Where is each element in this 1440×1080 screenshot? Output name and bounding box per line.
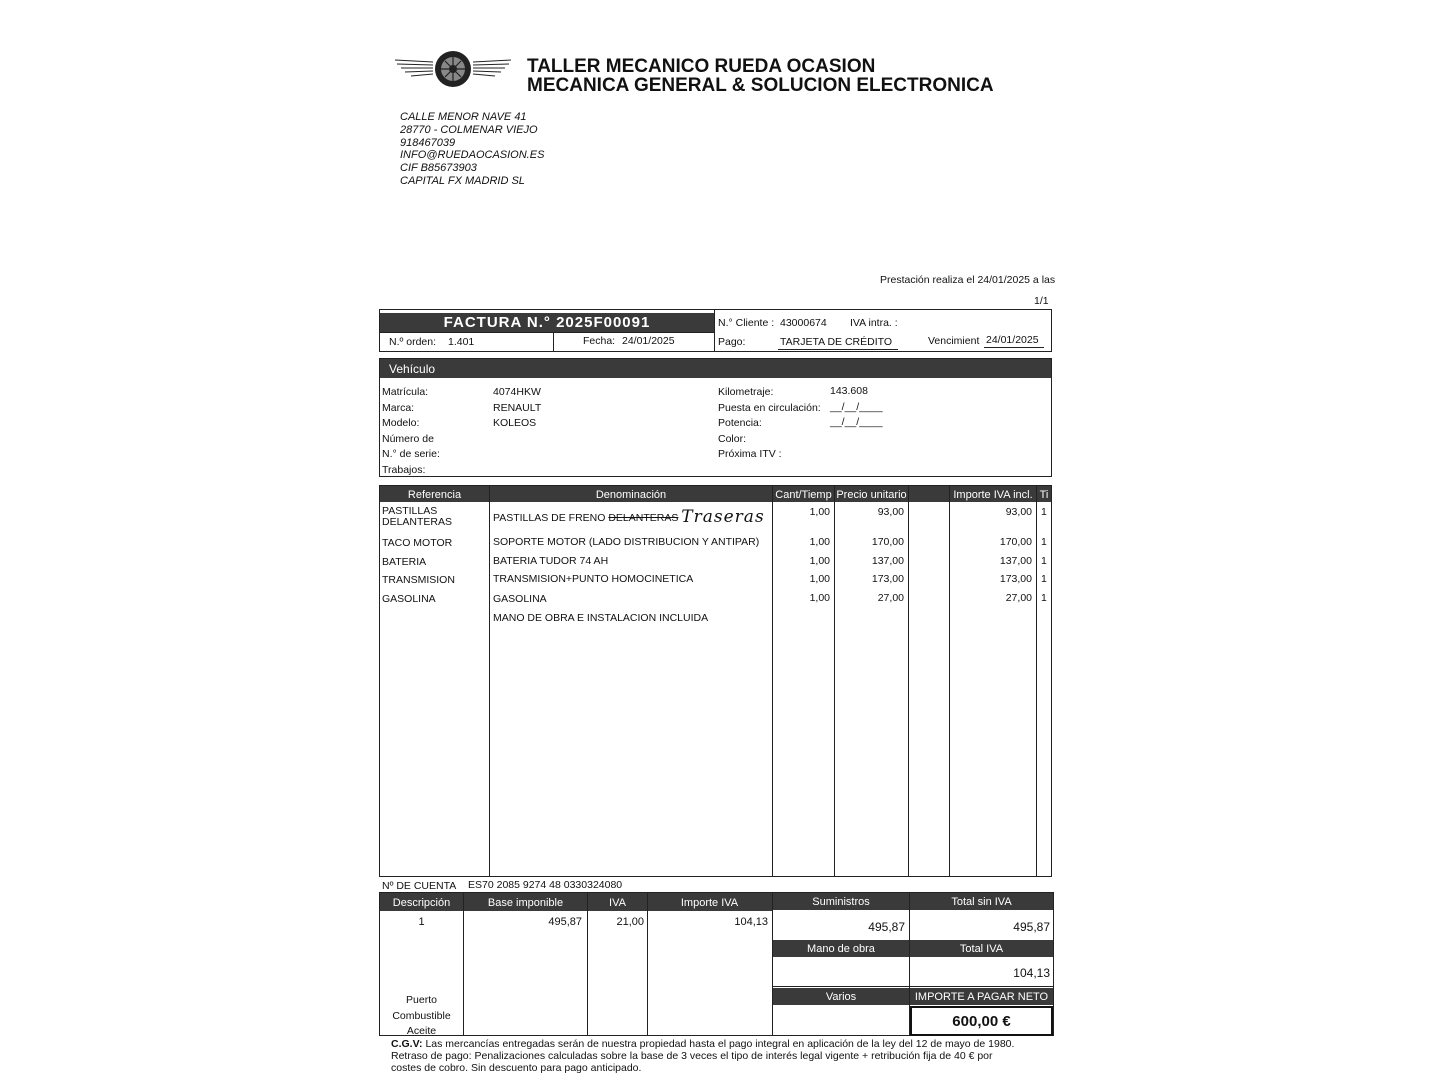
- cgv-line: costes de cobro. Sin descuento para pago anticipado.: [391, 1062, 642, 1074]
- company-address: [400, 111, 544, 188]
- total-iva-label: Total IVA: [959, 943, 1004, 955]
- vehicle-field-label: Trabajos:: [382, 463, 426, 476]
- orden-label: N.º orden:: [389, 336, 437, 348]
- table-row-ref: PASTILLAS DELANTERAS: [382, 505, 453, 528]
- table-row-t: 1: [1041, 573, 1047, 585]
- vehicle-field-value: __/__/____: [830, 400, 883, 413]
- company-subtitle: MECANICA GENERAL & SOLUCION ELECTRONICA: [527, 75, 994, 96]
- vehicle-field-label: Modelo:: [382, 417, 420, 429]
- vencimiento-value: 24/01/2025: [986, 334, 1039, 346]
- cliente-label: N.° Cliente :: [718, 317, 775, 329]
- col-header-tipo: Ti: [1039, 489, 1049, 501]
- table-row-amount: 93,00: [1005, 506, 1032, 518]
- vehicle-field-value: RENAULT: [493, 401, 542, 414]
- table-row-t: 1: [1041, 536, 1047, 548]
- cgv-text-1: Las mercancías entregadas serán de nuestra propiedad hasta el pago integral en aplicación de la ley del 12 de mayo de 1980.: [425, 1038, 1015, 1050]
- col-header-denominacion: Denominación: [595, 489, 667, 501]
- vehicle-right: [718, 385, 821, 463]
- fecha-value: 24/01/2025: [622, 335, 675, 347]
- total-sin-iva-label: Total sin IVA: [951, 896, 1012, 908]
- cgv-line: [391, 1038, 1051, 1050]
- vehicle-field-value: KOLEOS: [493, 417, 537, 429]
- vehicle-field-value: __/__/____: [830, 416, 883, 428]
- col-divider: [489, 486, 490, 876]
- vehicle-field-label: Matrícula:: [382, 386, 429, 398]
- account-label: Nº DE CUENTA: [382, 880, 457, 892]
- vehicle-right-values: [830, 384, 883, 431]
- tax-header-importe: Importe IVA: [680, 897, 739, 909]
- table-row-qty: 1,00: [809, 592, 830, 604]
- vehicle-field-label: N.° de serie:: [382, 448, 440, 460]
- col-divider: [908, 486, 909, 876]
- tax-row-desc: 1: [418, 916, 425, 928]
- table-row-ref: BATERIA: [382, 556, 427, 568]
- address-line: INFO@RUEDAOCASION.ES: [400, 149, 545, 162]
- pago-value: TARJETA DE CRÉDITO: [780, 336, 893, 348]
- table-row-desc: GASOLINA: [493, 593, 547, 605]
- account-value: ES70 2085 9274 48 0330324080: [468, 879, 623, 891]
- vehicle-field-label: Kilometraje:: [718, 386, 774, 398]
- cgv-line: Retraso de pago: Penalizaciones calculadas sobre la base de 3 veces el tipo de interés legal vigente + retribución fija de 40 € por: [391, 1050, 993, 1062]
- company-name: TALLER MECANICO RUEDA OCASION: [527, 56, 876, 77]
- mano-obra-label: Mano de obra: [807, 943, 875, 955]
- table-row-qty: 1,00: [809, 536, 830, 548]
- vehicle-left-values: [493, 385, 541, 432]
- table-row-desc: MANO DE OBRA E INSTALACION INCLUIDA: [493, 612, 709, 624]
- address-line: CIF B85673903: [400, 162, 477, 175]
- col-divider: [1036, 486, 1037, 876]
- underline: [778, 349, 898, 350]
- cgv-label: C.G.V:: [391, 1038, 423, 1050]
- vehicle-field-label: Marca:: [382, 401, 415, 414]
- vehicle-field-label: Color:: [718, 432, 747, 445]
- table-row-ref: TRANSMISION: [382, 574, 455, 586]
- divider: [714, 309, 715, 352]
- pago-label: Pago:: [718, 336, 746, 348]
- neto-label: IMPORTE A PAGAR NETO: [914, 991, 1049, 1003]
- table-row-t: 1: [1041, 592, 1047, 604]
- row-desc-text: PASTILLAS DE FRENO: [493, 512, 606, 524]
- total-sin-iva-value: 495,87: [1013, 920, 1050, 934]
- suministros-value: 495,87: [868, 920, 905, 934]
- divider: [773, 986, 1053, 987]
- table-row-t: 1: [1041, 555, 1047, 567]
- table-row-amount: 173,00: [999, 573, 1032, 585]
- vehicle-field-label: Potencia:: [718, 417, 762, 429]
- vehicle-left: [382, 385, 440, 478]
- address-line: CAPITAL FX MADRID SL: [400, 174, 525, 187]
- table-row-price: 137,00: [871, 555, 904, 567]
- row-desc-handwritten: Traseras: [681, 507, 765, 527]
- table-row-amount: 27,00: [1005, 592, 1032, 604]
- neto-value: 600,00 €: [952, 1013, 1011, 1030]
- table-row-qty: 1,00: [809, 555, 830, 567]
- vehicle-field-label: Puesta en circulación:: [718, 401, 821, 414]
- prestacion-note: Prestación realiza el 24/01/2025 a las: [880, 274, 1056, 286]
- divider: [380, 332, 714, 333]
- vehicle-field-label: Próxima ITV :: [718, 448, 782, 460]
- table-row-price: 93,00: [877, 506, 904, 518]
- total-iva-value: 104,13: [1013, 966, 1050, 980]
- col-divider: [647, 893, 648, 1035]
- underline: [984, 347, 1044, 348]
- table-row-qty: 1,00: [809, 573, 830, 585]
- col-divider: [463, 893, 464, 1035]
- table-row-amount: 137,00: [999, 555, 1032, 567]
- table-row-amount: 170,00: [999, 536, 1032, 548]
- page-number: 1/1: [1034, 295, 1049, 307]
- winged-wheel-logo: [393, 50, 513, 90]
- iva-intra-label: IVA intra. :: [850, 317, 898, 329]
- address-line: CALLE MENOR NAVE 41: [400, 111, 527, 123]
- table-row-price: 173,00: [871, 573, 904, 585]
- table-row-ref: TACO MOTOR: [382, 537, 453, 549]
- table-row-price: 170,00: [871, 536, 904, 548]
- cliente-value: 43000674: [780, 317, 827, 329]
- table-row-price: 27,00: [877, 592, 904, 604]
- vehicle-field-value: 4074HKW: [493, 386, 541, 398]
- table-row-qty: 1,00: [809, 506, 830, 518]
- orden-value: 1.401: [448, 336, 475, 348]
- row-desc-struck: DELANTERAS: [608, 512, 679, 524]
- vehicle-header-label: Vehículo: [389, 362, 436, 376]
- divider: [553, 332, 554, 352]
- col-header-cantidad: Cant/Tiemp: [775, 489, 832, 501]
- table-row-ref: GASOLINA: [382, 593, 436, 605]
- table-row-desc: TRANSMISION+PUNTO HOMOCINETICA: [493, 573, 694, 585]
- tax-header-descripcion: Descripción: [392, 897, 451, 909]
- col-divider: [949, 486, 950, 876]
- extra-label: Puerto: [406, 994, 437, 1006]
- col-header-precio: Precio unitario: [836, 489, 907, 501]
- fecha-label: Fecha:: [583, 335, 616, 347]
- tax-row-importe: 104,13: [734, 916, 768, 928]
- col-divider: [587, 893, 588, 1035]
- extra-label: Combustible: [392, 1009, 451, 1022]
- table-row-t: 1: [1041, 506, 1047, 518]
- vencimiento-label: Vencimient: [928, 335, 980, 347]
- invoice-title: FACTURA N.° 2025F00091: [443, 314, 651, 331]
- vehicle-header: [380, 359, 1051, 378]
- extra-label: Aceite: [406, 1025, 437, 1037]
- address-line: 28770 - COLMENAR VIEJO: [400, 123, 538, 136]
- col-header-referencia: Referencia: [407, 489, 462, 501]
- tax-row-base: 495,87: [548, 916, 582, 928]
- table-row-desc: BATERIA TUDOR 74 AH: [493, 555, 609, 567]
- tax-extra-labels: [380, 993, 463, 1040]
- table-row-desc: [493, 506, 765, 526]
- tax-row-iva: 21,00: [616, 916, 644, 928]
- suministros-label: Suministros: [812, 896, 870, 908]
- tax-header-iva: IVA: [609, 897, 626, 909]
- col-divider: [772, 486, 773, 876]
- varios-label: Varios: [825, 991, 857, 1003]
- col-divider: [834, 486, 835, 876]
- vehicle-field-value: 143.608: [830, 385, 868, 397]
- col-header-importe: Importe IVA incl.: [953, 489, 1033, 501]
- table-row-desc: SOPORTE MOTOR (LADO DISTRIBUCION Y ANTIPAR): [493, 536, 760, 548]
- vehicle-field-label: Número de: [382, 432, 434, 445]
- tax-header-base: Base imponible: [487, 897, 564, 909]
- cgv-text: [391, 1038, 1051, 1074]
- address-line: 918467039: [400, 136, 456, 149]
